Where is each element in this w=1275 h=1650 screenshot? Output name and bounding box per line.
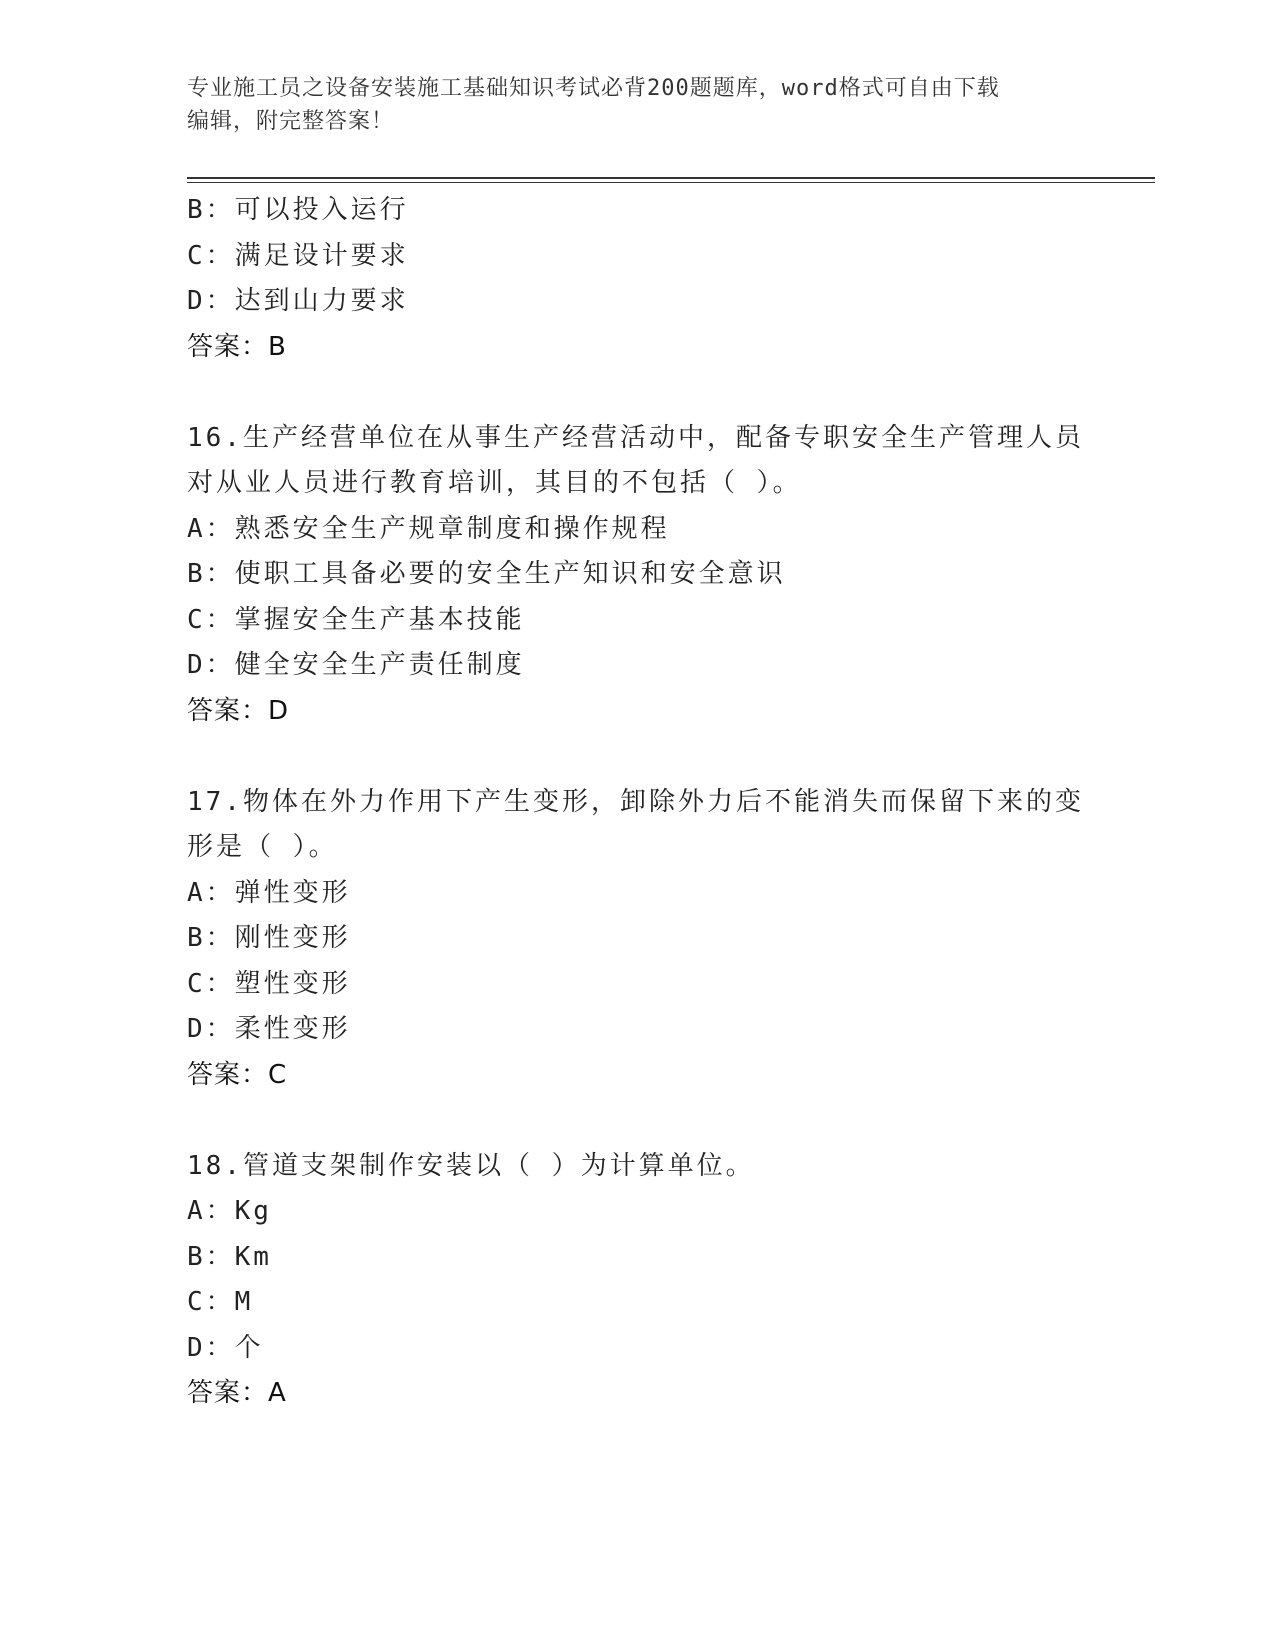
q17-stem-line-2: 形是（ ）。 bbox=[187, 832, 338, 862]
q18-answer: 答案：A bbox=[187, 1378, 287, 1408]
q16-stem-line-1: 16.生产经营单位在从事生产经营活动中，配备专职安全生产管理人员 bbox=[187, 422, 1084, 453]
header-title-line-1: 专业施工员之设备安装施工基础知识考试必背200题题库，word格式可自由下载 bbox=[187, 76, 1000, 101]
q17-option-a: A：弹性变形 bbox=[187, 877, 351, 908]
q16-option-b: B：使职工具备必要的安全生产知识和安全意识 bbox=[187, 559, 786, 589]
q18-stem-line-1: 18.管道支架制作安装以（ ）为计算单位。 bbox=[187, 1150, 755, 1181]
header-divider-thick bbox=[187, 177, 1155, 179]
q18-option-b: B：Km bbox=[187, 1241, 272, 1272]
question-spacer bbox=[187, 1098, 1087, 1144]
q17-option-d: D：柔性变形 bbox=[187, 1014, 351, 1044]
q16-option-a: A：熟悉安全生产规章制度和操作规程 bbox=[187, 513, 670, 544]
question-spacer bbox=[187, 734, 1087, 780]
q16-answer: 答案：D bbox=[187, 695, 290, 726]
q17-option-b: B：刚性变形 bbox=[187, 923, 351, 953]
q16-option-d: D：健全安全生产责任制度 bbox=[187, 650, 525, 680]
question-16 bbox=[187, 416, 1087, 735]
q16-stem-line-2: 对从业人员进行教育培训，其目的不包括（ ）。 bbox=[187, 468, 802, 498]
question-17 bbox=[187, 780, 1087, 1099]
document-header bbox=[187, 72, 1087, 138]
q17-option-c: C：塑性变形 bbox=[187, 968, 351, 999]
q18-option-a: A：Kg bbox=[187, 1196, 272, 1226]
question-18 bbox=[187, 1144, 1087, 1417]
header-title-line-2: 编辑，附完整答案！ bbox=[187, 109, 395, 134]
q15-answer: 答案：B bbox=[187, 331, 287, 362]
q15-option-d: D：达到山力要求 bbox=[187, 286, 409, 316]
q18-option-c: C：M bbox=[187, 1287, 254, 1317]
q17-answer: 答案：C bbox=[187, 1059, 288, 1090]
q16-option-c: C：掌握安全生产基本技能 bbox=[187, 604, 525, 635]
question-15 bbox=[187, 188, 1087, 370]
q15-option-b: B：可以投入运行 bbox=[187, 195, 409, 225]
header-divider-thin bbox=[187, 182, 1155, 183]
question-list bbox=[187, 188, 1087, 1417]
question-spacer bbox=[187, 370, 1087, 416]
q17-stem-line-1: 17.物体在外力作用下产生变形，卸除外力后不能消失而保留下来的变 bbox=[187, 786, 1084, 817]
q15-option-c: C：满足设计要求 bbox=[187, 240, 409, 271]
q18-option-d: D：个 bbox=[187, 1332, 264, 1363]
